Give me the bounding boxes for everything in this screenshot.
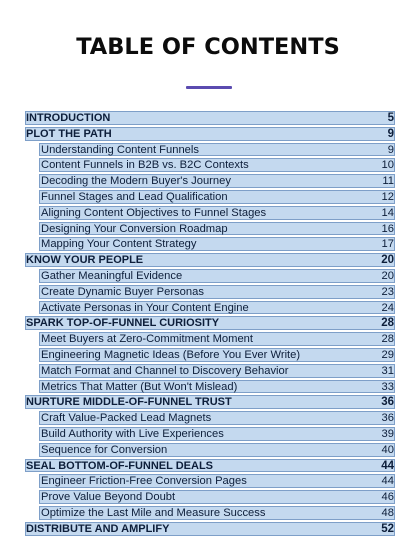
toc-entry-label: Funnel Stages and Lead Qualification xyxy=(41,190,228,203)
toc-entry-label: Decoding the Modern Buyer's Journey xyxy=(41,175,231,188)
toc-subsection-entry[interactable] xyxy=(25,363,395,379)
toc-subsection-entry[interactable] xyxy=(25,347,395,363)
toc-section-entry[interactable] xyxy=(25,521,395,537)
toc-entry-label: Activate Personas in Your Content Engine xyxy=(41,301,249,314)
toc-page-number: 44 xyxy=(381,475,394,488)
toc-page-number: 28 xyxy=(381,317,394,330)
toc-section-entry[interactable] xyxy=(25,315,395,331)
toc-subsection-entry[interactable] xyxy=(25,205,395,221)
toc-entry-label: Mapping Your Content Strategy xyxy=(41,238,197,251)
toc-page-number: 28 xyxy=(381,333,394,346)
toc-subsection-entry[interactable] xyxy=(25,157,395,173)
toc-section-entry[interactable] xyxy=(25,252,395,268)
toc-subsection-entry[interactable] xyxy=(25,426,395,442)
toc-page-number: 20 xyxy=(381,269,394,282)
toc-entry-label: Match Format and Channel to Discovery Behavior xyxy=(41,364,289,377)
toc-subsection-entry[interactable] xyxy=(25,300,395,316)
toc-entry-label: SPARK TOP-OF-FUNNEL CURIOSITY xyxy=(26,317,220,330)
toc-entry-label: Craft Value-Packed Lead Magnets xyxy=(41,412,212,425)
toc-entry-label: Sequence for Conversion xyxy=(41,443,168,456)
toc-page-number: 14 xyxy=(381,206,394,219)
toc-page-number: 12 xyxy=(381,190,394,203)
toc-subsection-entry[interactable] xyxy=(25,142,395,158)
toc-entry-label: Aligning Content Objectives to Funnel Stages xyxy=(41,206,267,219)
toc-page-number: 31 xyxy=(381,364,394,377)
toc-page-number: 40 xyxy=(381,443,394,456)
toc-page-number: 29 xyxy=(381,348,394,361)
toc-entry-label: Content Funnels in B2B vs. B2C Contexts xyxy=(41,159,249,172)
toc-entry-label: SEAL BOTTOM-OF-FUNNEL DEALS xyxy=(26,459,213,472)
toc-page-number: 44 xyxy=(381,459,394,472)
page-title: TABLE OF CONTENTS xyxy=(76,34,340,60)
toc-subsection-entry[interactable] xyxy=(25,331,395,347)
toc-entry-label: Gather Meaningful Evidence xyxy=(41,269,183,282)
toc-page-number: 36 xyxy=(381,396,394,409)
toc-entry-label: Understanding Content Funnels xyxy=(41,143,199,156)
toc-subsection-entry[interactable] xyxy=(25,268,395,284)
toc-entry-label: INTRODUCTION xyxy=(26,112,111,124)
toc-section-entry[interactable] xyxy=(25,110,395,126)
toc-entry-label: KNOW YOUR PEOPLE xyxy=(26,254,144,267)
toc-entry-label: Prove Value Beyond Doubt xyxy=(41,491,176,504)
toc-page-number: 24 xyxy=(381,301,394,314)
toc-subsection-entry[interactable] xyxy=(25,284,395,300)
toc-subsection-entry[interactable] xyxy=(25,173,395,189)
toc-page-number: 10 xyxy=(381,159,394,172)
toc-page-number: 36 xyxy=(381,412,394,425)
toc-page-number: 9 xyxy=(387,143,394,156)
toc-subsection-entry[interactable] xyxy=(25,473,395,489)
toc-entry-label: Create Dynamic Buyer Personas xyxy=(41,285,204,298)
toc-entry-label: Designing Your Conversion Roadmap xyxy=(41,222,228,235)
toc-subsection-entry[interactable] xyxy=(25,410,395,426)
toc-page-number: 33 xyxy=(381,380,394,393)
toc-entry-label: Metrics That Matter (But Won't Mislead) xyxy=(41,380,238,393)
toc-entry-label: Engineer Friction-Free Conversion Pages xyxy=(41,475,247,488)
toc-page-number: 52 xyxy=(381,522,394,535)
toc-page-number: 20 xyxy=(381,254,394,267)
toc-page-number: 5 xyxy=(387,112,394,124)
toc-subsection-entry[interactable] xyxy=(25,221,395,237)
toc-entry-label: NURTURE MIDDLE-OF-FUNNEL TRUST xyxy=(26,396,232,409)
toc-page-number: 16 xyxy=(381,222,394,235)
toc-section-entry[interactable] xyxy=(25,394,395,410)
title-underline xyxy=(186,86,232,89)
toc-entry-label: Build Authority with Live Experiences xyxy=(41,427,224,440)
toc-page-number: 39 xyxy=(381,427,394,440)
table-of-contents xyxy=(25,110,395,537)
toc-page-number: 48 xyxy=(381,506,394,519)
toc-subsection-entry[interactable] xyxy=(25,236,395,252)
toc-entry-label: Engineering Magnetic Ideas (Before You Ever Write) xyxy=(41,348,301,361)
toc-subsection-entry[interactable] xyxy=(25,505,395,521)
toc-entry-label: DISTRIBUTE AND AMPLIFY xyxy=(26,522,170,535)
toc-page-number: 9 xyxy=(387,127,394,140)
toc-page-number: 46 xyxy=(381,491,394,504)
toc-subsection-entry[interactable] xyxy=(25,442,395,458)
toc-section-entry[interactable] xyxy=(25,126,395,142)
toc-entry-label: Optimize the Last Mile and Measure Success xyxy=(41,506,266,519)
toc-page-number: 17 xyxy=(381,238,394,251)
toc-entry-label: Meet Buyers at Zero-Commitment Moment xyxy=(41,333,253,346)
toc-section-entry[interactable] xyxy=(25,458,395,474)
toc-page-number: 11 xyxy=(382,175,394,188)
toc-page-number: 23 xyxy=(381,285,394,298)
toc-subsection-entry[interactable] xyxy=(25,189,395,205)
toc-subsection-entry[interactable] xyxy=(25,489,395,505)
toc-entry-label: PLOT THE PATH xyxy=(26,127,112,140)
toc-subsection-entry[interactable] xyxy=(25,379,395,395)
